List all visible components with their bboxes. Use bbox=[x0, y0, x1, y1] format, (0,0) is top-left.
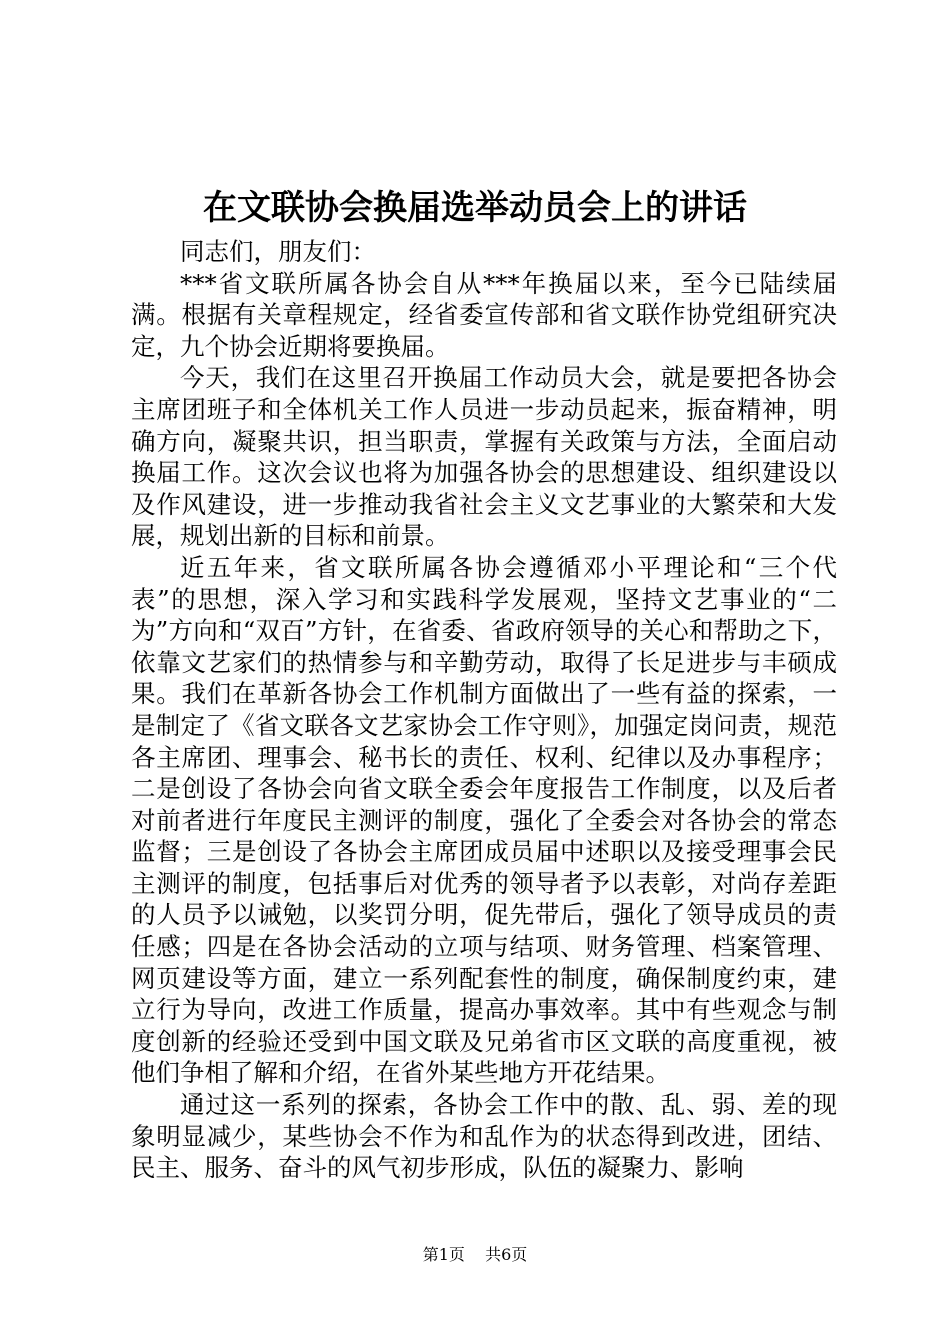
body-paragraph: 通过这一系列的探索，各协会工作中的散、乱、弱、差的现象明显减少，某些协会不作为和乱作为的状态得到改进，团结、民主、服务、奋斗的风气初步形成，队伍的凝聚力、影响 bbox=[131, 1090, 837, 1183]
body-paragraph: 近五年来，省文联所属各协会遵循邓小平理论和“三个代表”的思想，深入学习和实践科学发展观，坚持文艺事业的“二为”方向和“双百”方针，在省委、省政府领导的关心和帮助之下，依靠文艺家们的热情参与和辛勤劳动，取得了长足进步与丰硕成果。我们在革新各协会工作机制方面做出了一些有益的探索，一是制定了《省文联各文艺家协会工作守则》，加强定岗问责，规范各主席团、理事会、秘书长的责任、权利、纪律以及办事程序；二是创设了各协会向省文联全委会年度报告工作制度，以及后者对前者进行年度民主测评的制度，强化了全委会对各协会的常态监督；三是创设了各协会主席团成员届中述职以及接受理事会民主测评的制度，包括事后对优秀的领导者予以表彰，对尚存差距的人员予以诫勉，以奖罚分明，促先带后，强化了领导成员的责任感；四是在各协会活动的立项与结项、财务管理、档案管理、网页建设等方面，建立一系列配套性的制度，确保制度约束，建立行为导向，改进工作质量，提高办事效率。其中有些观念与制度创新的经验还受到中国文联及兄弟省市区文联的高度重视，被他们争相了解和介绍，在省外某些地方开花结果。 bbox=[131, 552, 837, 1088]
page-footer bbox=[0, 1244, 950, 1266]
body-paragraph: ***省文联所属各协会自从***年换届以来，至今已陆续届满。根据有关章程规定，经省委宣传部和省文联作协党组研究决定，九个协会近期将要换届。 bbox=[131, 268, 837, 361]
body-paragraph: 今天，我们在这里召开换届工作动员大会，就是要把各协会主席团班子和全体机关工作人员进一步动员起来，振奋精神，明确方向，凝聚共识，担当职责，掌握有关政策与方法，全面启动换届工作。这次会议也将为加强各协会的思想建设、组织建设以及作风建设，进一步推动我省社会主义文艺事业的大繁荣和大发展，规划出新的目标和前景。 bbox=[131, 363, 837, 551]
salutation-paragraph: 同志们，朋友们： bbox=[180, 237, 376, 266]
document-title: 在文联协会换届选举动员会上的讲话 bbox=[203, 188, 747, 228]
page-total: 共6页 bbox=[485, 1245, 528, 1264]
page-number: 第1页 bbox=[422, 1245, 465, 1264]
document-body bbox=[131, 236, 837, 1184]
